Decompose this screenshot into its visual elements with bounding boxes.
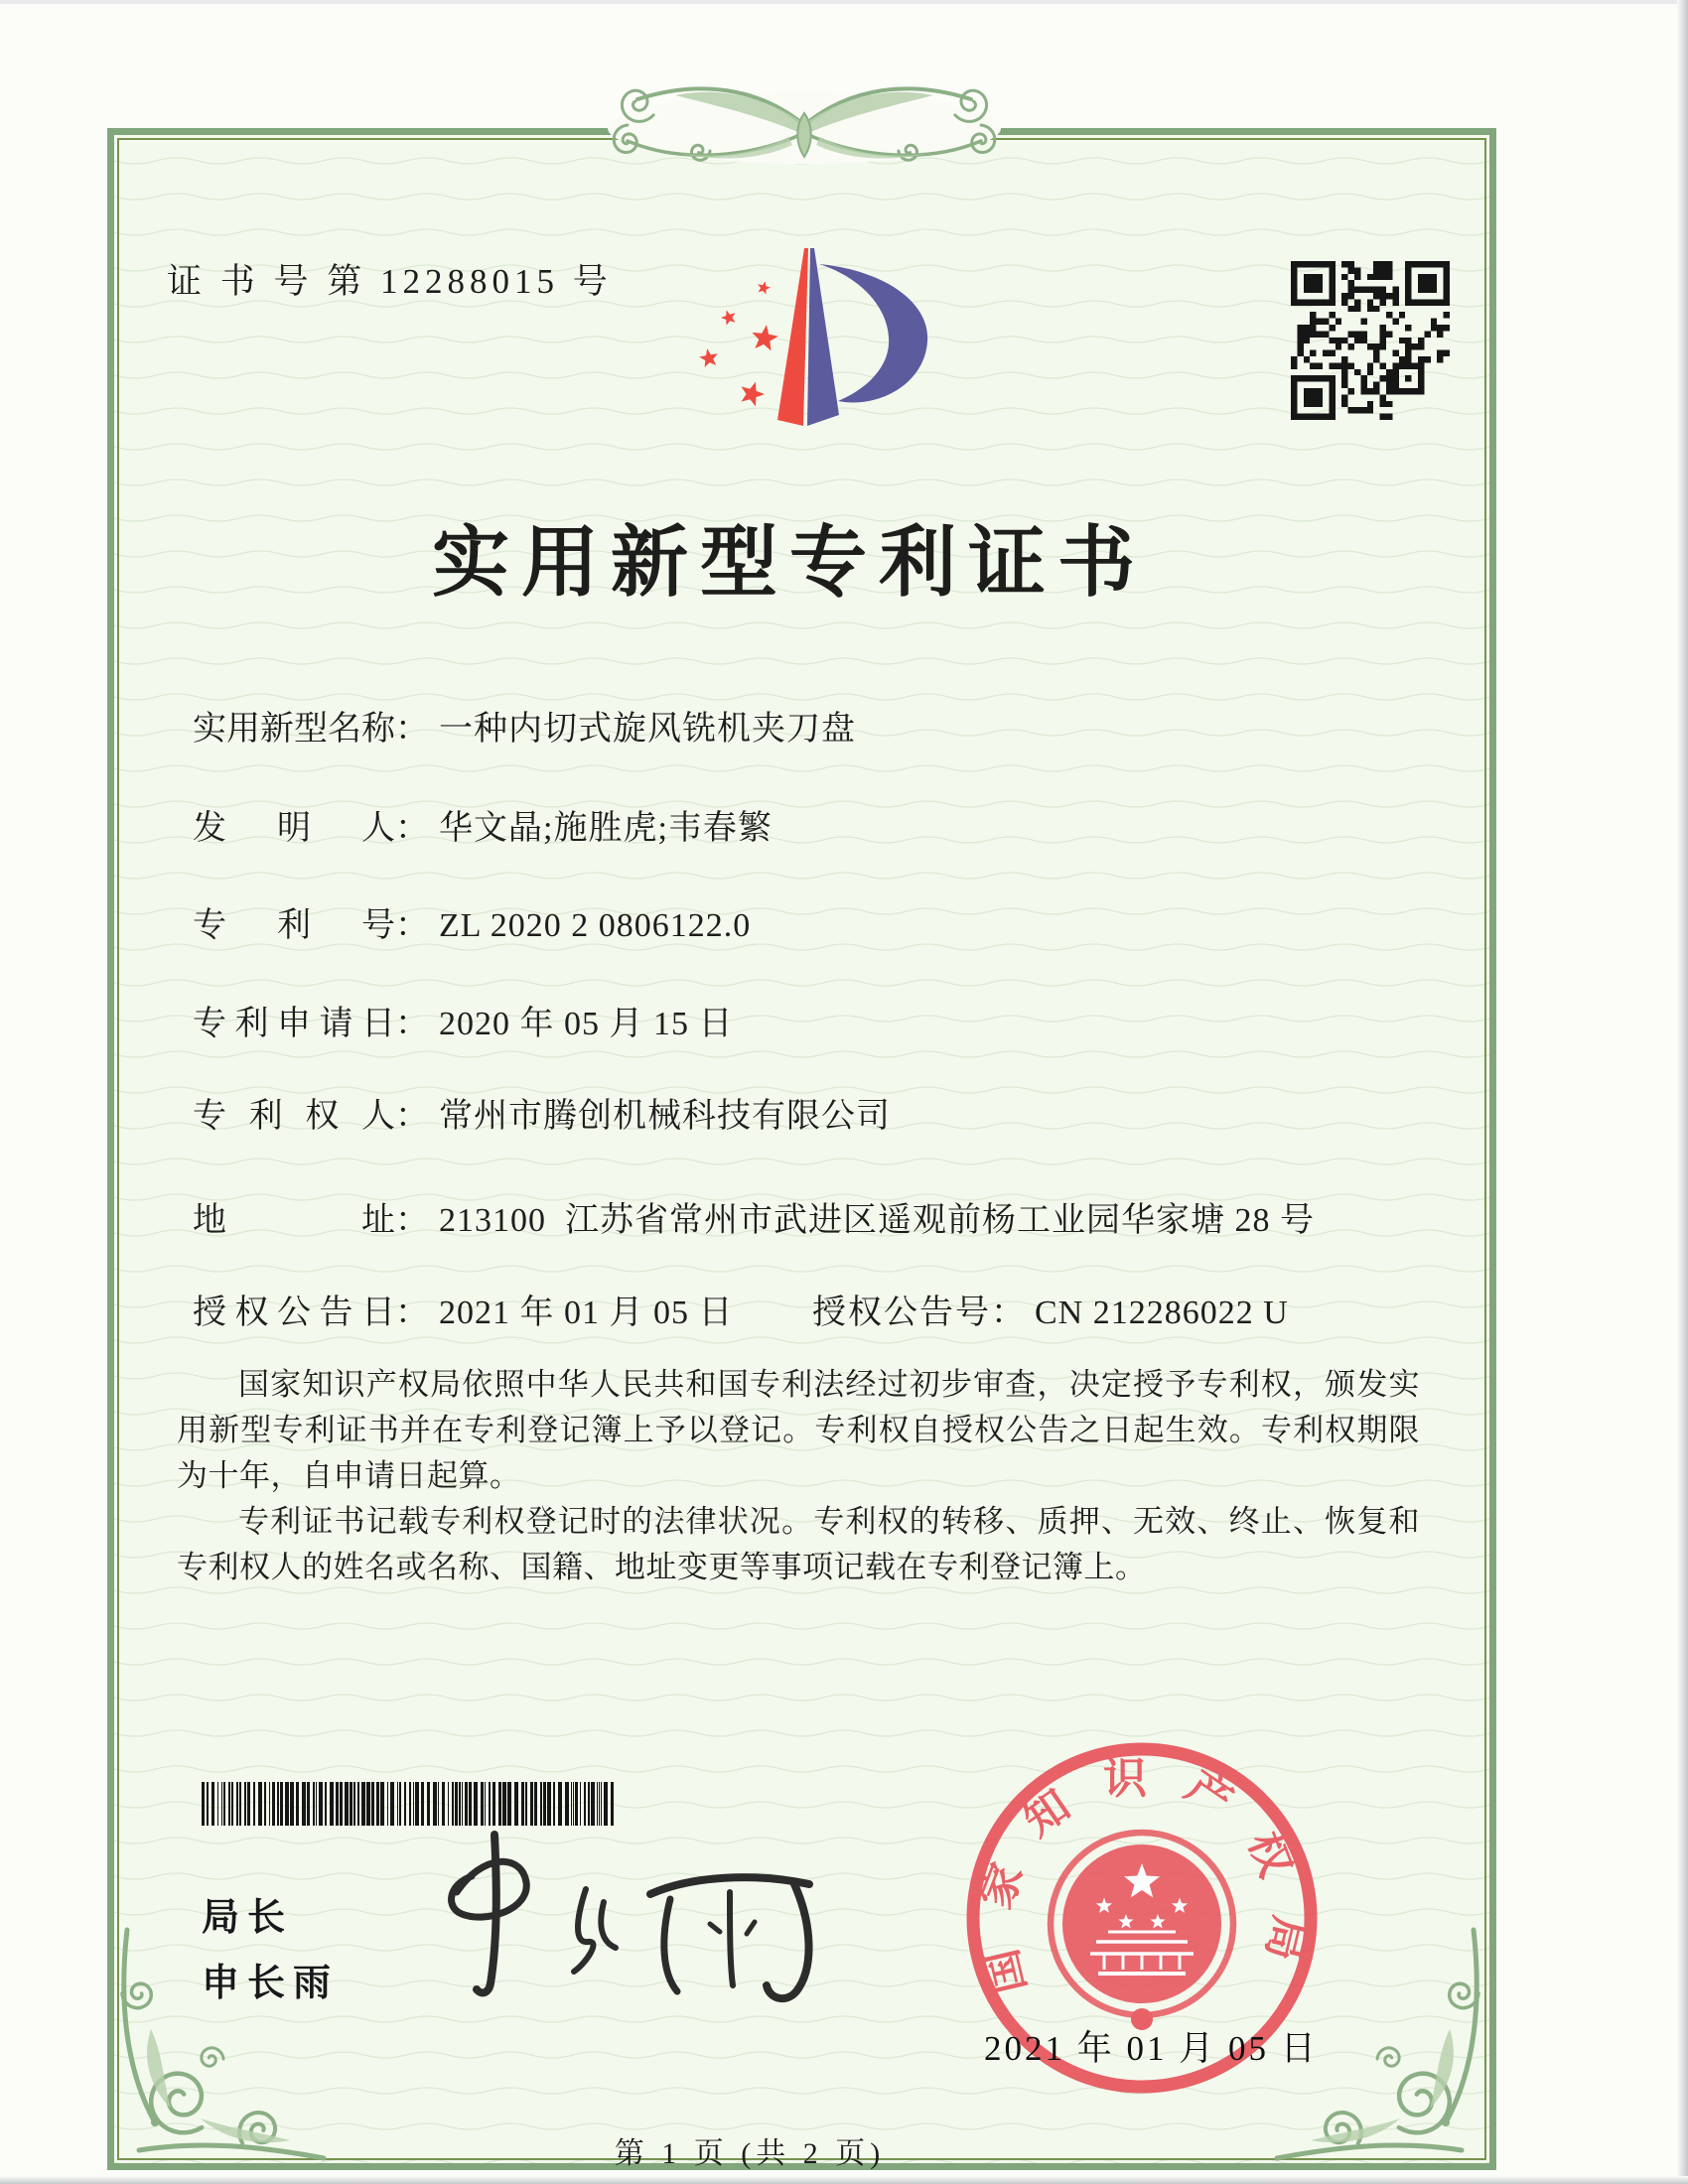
field-row-filing-date: 专利申请日： 2020 年 05 月 15 日 <box>193 996 1483 1044</box>
field-row-grant: 授权公告日： 2021 年 01 月 05 日 授权公告号： CN 212286022 U <box>193 1285 1483 1333</box>
top-flourish-ornament <box>580 64 1029 193</box>
field-value: 华文晶;施胜虎;韦春繁 <box>439 810 773 847</box>
field-value: 213100 江苏省常州市武进区遥观前杨工业园华家塘 28 号 <box>439 1202 1315 1239</box>
legal-paragraph: 专利证书记载专利权登记时的法律状况。专利权的转移、质押、无效、终止、恢复和专利权人的姓名或名称、国籍、地址变更等事项记载在专利登记簿上。 <box>177 1504 1420 1584</box>
cnipa-logo-icon <box>692 244 930 433</box>
scan-edge-top <box>0 0 1688 4</box>
scan-edge-bottom <box>0 2176 1688 2184</box>
field-label: 专利申请日 <box>193 1006 395 1042</box>
field-value: ZL 2020 2 0806122.0 <box>439 907 752 944</box>
national-emblem-icon <box>1051 1833 1233 2030</box>
bottom-left-flourish <box>111 1910 340 2170</box>
field-label: 专利权人 <box>193 1098 395 1135</box>
scan-edge-right <box>1677 0 1688 2184</box>
field-row-name: 实用新型名称： 一种内切式旋风铣机夹刀盘 <box>193 701 1483 750</box>
field-row-inventors: 发明人： 华文晶;施胜虎;韦春繁 <box>193 800 1483 849</box>
seal-arc-text: 国家知识产权局 <box>969 1754 1315 1998</box>
field-row-address: 地址： 213100 江苏省常州市武进区遥观前杨工业园华家塘 28 号 <box>193 1192 1483 1241</box>
certificate-title: 实用新型专利证书 <box>431 519 1147 606</box>
field-row-patentee: 专利权人： 常州市腾创机械科技有限公司 <box>193 1088 1483 1137</box>
field-label: 地址 <box>193 1202 395 1239</box>
qr-code <box>1291 261 1450 420</box>
page-footer: 第 1 页 (共 2 页) <box>614 2137 886 2170</box>
field-value: 2021 年 01 月 05 日 <box>439 1295 734 1331</box>
field-label: 实用新型名称 <box>193 711 395 748</box>
director-name: 申长雨 <box>202 1963 340 2004</box>
field-value: CN 212286022 U <box>1035 1295 1289 1331</box>
legal-paragraph: 国家知识产权局依照中华人民共和国专利法经过初步审查，决定授予专利权，颁发实用新型专利证书并在专利登记簿上予以登记。专利权自授权公告之日起生效。专利权期限为十年，自申请日起算。 <box>177 1367 1420 1493</box>
field-label: 发明人 <box>193 810 395 847</box>
director-signature <box>427 1815 844 2023</box>
certificate-number: 证 书 号 第 12288015 号 <box>167 262 613 301</box>
gazette-number-pair: 授权公告号： CN 212286022 U <box>812 1295 1289 1331</box>
legal-text <box>177 1362 1420 1590</box>
field-row-patent-number: 专利号： ZL 2020 2 0806122.0 <box>193 897 1483 946</box>
seal-date: 2021 年 01 月 05 日 <box>984 2029 1319 2068</box>
director-title: 局长 <box>202 1897 294 1939</box>
field-value: 一种内切式旋风铣机夹刀盘 <box>439 711 856 748</box>
field-value: 常州市腾创机械科技有限公司 <box>439 1098 891 1135</box>
field-label: 授权公告号 <box>812 1295 991 1331</box>
field-label: 授权公告日 <box>193 1295 395 1331</box>
field-label: 专利号 <box>193 907 395 944</box>
field-value: 2020 年 05 月 15 日 <box>439 1006 734 1042</box>
